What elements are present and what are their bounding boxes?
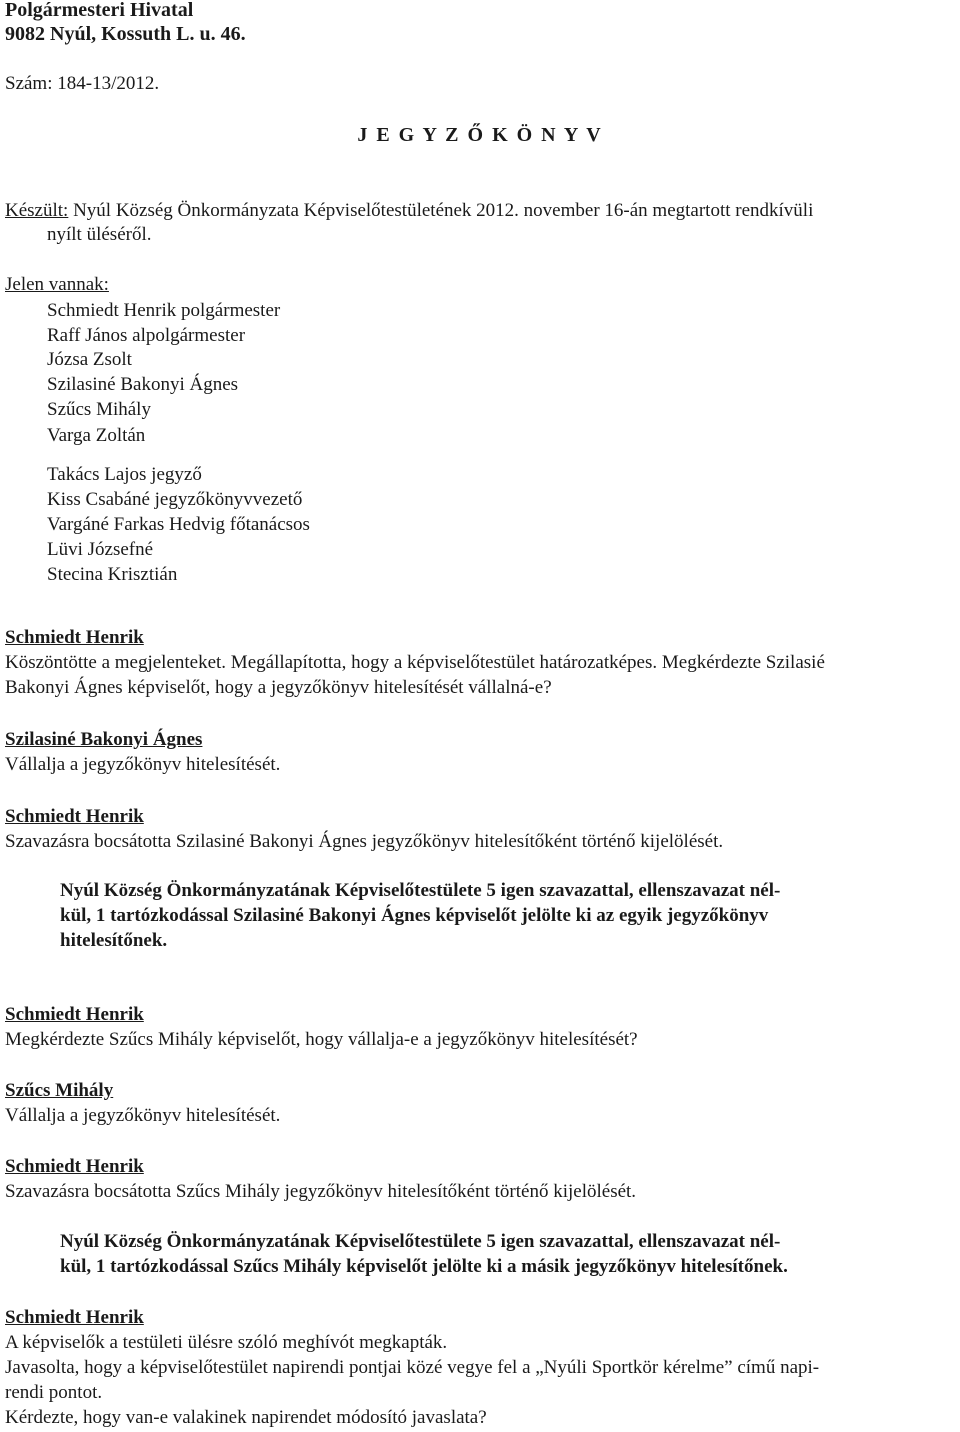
minute-text: Javasolta, hogy a képviselőtestület napirendi pontjai közé vegye fel a „Nyúli Sportkör kérelme” című napi- — [5, 1357, 820, 1378]
list-item: Vargáné Farkas Hedvig főtanácsos — [47, 514, 310, 535]
list-item: Raff János alpolgármester — [47, 325, 246, 346]
minute-text: Kérdezte, hogy van-e valakinek napirendet módosító javaslata? — [5, 1407, 487, 1428]
list-item: Takács Lajos jegyző — [47, 464, 202, 485]
present-label: Jelen vannak: — [5, 274, 109, 295]
list-item: Józsa Zsolt — [47, 349, 132, 370]
minute-text: Szavazásra bocsátotta Szűcs Mihály jegyzőkönyv hitelesítőként történő kijelölését. — [5, 1181, 637, 1202]
made-label: Készült: — [5, 200, 69, 221]
document-title: J E G Y Z Ő K Ö N Y V — [357, 124, 603, 146]
speaker-name: Schmiedt Henrik — [5, 1156, 144, 1177]
list-item: Stecina Krisztián — [47, 564, 178, 585]
made-line — [5, 199, 813, 223]
resolution-text: kül, 1 tartózkodással Szűcs Mihály képviselőt jelölte ki a másik jegyzőkönyv hitelesítőnek. — [60, 1256, 788, 1277]
speaker-name: Schmiedt Henrik — [5, 627, 144, 648]
list-item: Szűcs Mihály — [47, 399, 151, 420]
speaker-name: Szűcs Mihály — [5, 1080, 114, 1101]
office-address: 9082 Nyúl, Kossuth L. u. 46. — [5, 23, 246, 45]
minute-text: rendi pontot. — [5, 1382, 103, 1403]
list-item: Kiss Csabáné jegyzőkönyvvezető — [47, 489, 303, 510]
resolution-text: Nyúl Község Önkormányzatának Képviselőtestülete 5 igen szavazattal, ellenszavazat nél- — [60, 1231, 781, 1252]
made-text-cont: nyílt üléséről. — [47, 224, 152, 245]
office-name: Polgármesteri Hivatal — [5, 0, 194, 21]
document-number: Szám: 184-13/2012. — [5, 73, 160, 94]
minute-text: Köszöntötte a megjelenteket. Megállapította, hogy a képviselőtestület határozatképes. Megkérdezte Szilasié — [5, 652, 825, 673]
resolution-text: hitelesítőnek. — [60, 930, 168, 951]
minute-text: Megkérdezte Szűcs Mihály képviselőt, hogy vállalja-e a jegyzőkönyv hitelesítését? — [5, 1029, 638, 1050]
speaker-name: Schmiedt Henrik — [5, 1004, 144, 1025]
speaker-name: Szilasiné Bakonyi Ágnes — [5, 729, 203, 750]
minute-text: Vállalja a jegyzőkönyv hitelesítését. — [5, 754, 281, 775]
list-item: Varga Zoltán — [47, 425, 146, 446]
resolution-text: kül, 1 tartózkodással Szilasiné Bakonyi Ágnes képviselőt jelölte ki az egyik jegyzőkönyv — [60, 905, 769, 926]
list-item: Lüvi Józsefné — [47, 539, 154, 560]
minute-text: Szavazásra bocsátotta Szilasiné Bakonyi Ágnes jegyzőkönyv hitelesítőként történő kijelölését. — [5, 831, 724, 852]
made-text: Nyúl Község Önkormányzata Képviselőtestületének 2012. november 16-án megtartott rendkívüli — [68, 200, 814, 221]
resolution-text: Nyúl Község Önkormányzatának Képviselőtestülete 5 igen szavazattal, ellenszavazat nél- — [60, 880, 781, 901]
speaker-name: Schmiedt Henrik — [5, 1307, 144, 1328]
speaker-name: Schmiedt Henrik — [5, 806, 144, 827]
minute-text: Bakonyi Ágnes képviselőt, hogy a jegyzőkönyv hitelesítését vállalná-e? — [5, 677, 552, 698]
list-item: Szilasiné Bakonyi Ágnes — [47, 374, 239, 395]
minute-text: A képviselők a testületi ülésre szóló meghívót megkapták. — [5, 1332, 448, 1353]
minute-text: Vállalja a jegyzőkönyv hitelesítését. — [5, 1105, 281, 1126]
list-item: Schmiedt Henrik polgármester — [47, 300, 281, 321]
